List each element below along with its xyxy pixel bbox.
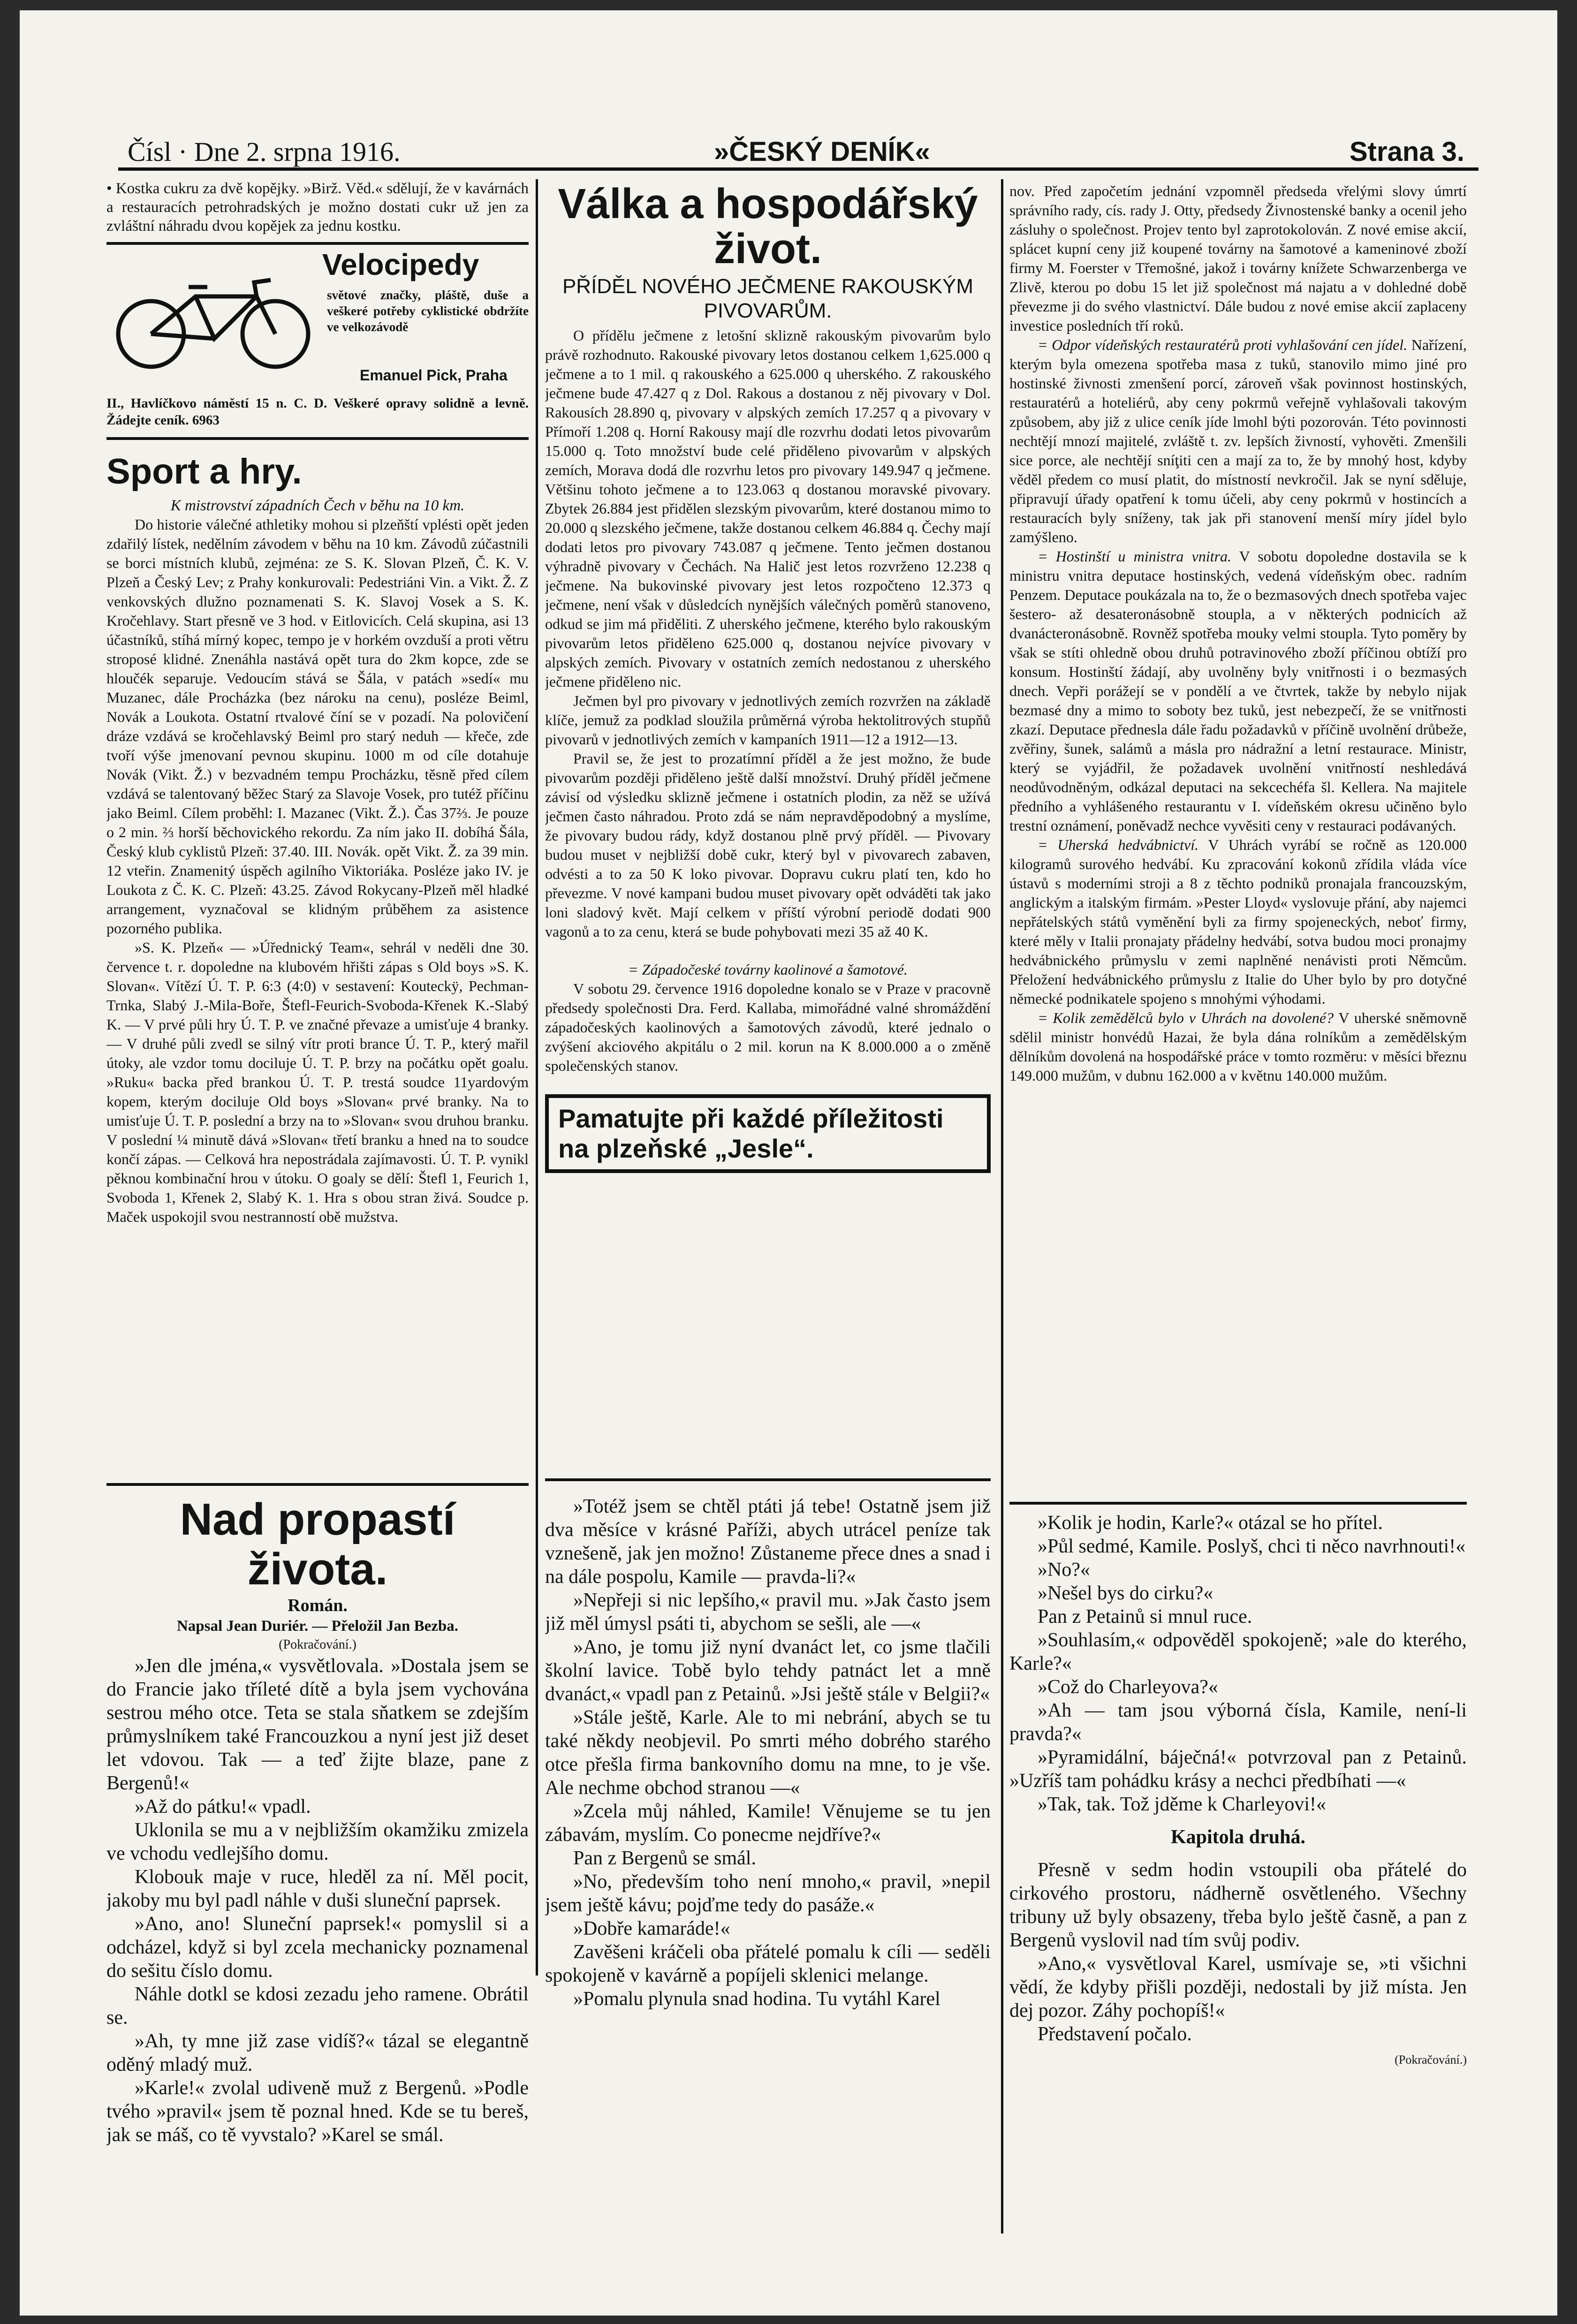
economy-subhead: PŘÍDĚL NOVÉHO JEČMENE RAKOUSKÝM PIVOVARŮM. bbox=[562, 275, 974, 322]
economy-headline: Válka a hospodářský život. bbox=[558, 182, 978, 273]
ad-address: II., Havlíčkovo náměstí 15 n. C. D. Veškeré opravy solidně a levně. Žádejte ceník. 6963 bbox=[106, 396, 529, 428]
novel-top-rule-3 bbox=[545, 1478, 991, 1481]
novel-column-3 bbox=[1009, 1511, 1467, 2262]
sport-article: Do historie válečné athletiky mohou si plzeňští vplésti opět jeden zdařilý lístek, nedělním závodem v běhu na 10 km. Závodů zúčastnili se borci místních klubů, zejména: ze S. K. Slovan Plzeň, Č. K. V. Plzeň a Český Lev; z Prahy konkurovali: Pedestriáni Vin. a Vikt. Ž. Z venkovských dlužno poznamenati S. K. Slavoj Vosek a S. K. Kročehlavy. Start přesně ve 3 hod. v Eitlovicích. Celá skupina, asi 13 účastníků, stíhá mírný kopec, tempo je v horkém ovzduší a proti větru stroposé klidné. Znenáhla nastává opět tura do 2km kopce, zde se hloučék separuje. Vedoucím stává se Šála, v patách »sedí« mu Muzanec, dále Procházka (bez nároku na cenu), posléze Beiml, Novák a Loukota. Ostatní rtvalové číní se v pozadí. Na polovičení dráze vzdává se kročehlavský Beiml pro starý neduh — křeče, zde tvoří výše jmenovaní pevnou skupinu. 1000 m od cíle dotahuje Novák (Vikt. Ž.) v bezvadném tempu Procházku, těsně před cílem vzdává se talentovaný běžec Starý za Slavoje Vosek, pro tutéž příčinu jako Beiml. Cílem proběhl: I. Mazanec (Vikt. Ž.). Čas 37⅔. Je pouze o 2 min. ⅔ horší běchovického rekordu. Za ním jako II. dobíhá Šála, Český klub cyklistů Plzeň: 37.40. III. Novák. opět Vikt. Ž. za 39 min. 12 vteřin. Znamenitý úspěch agilního Viktoriáka. Posléze jako IV. je Loukota z Č. K. C. Plzeň: 43.25. Závod Rokycany-Plzeň měl hladké arrangement, vyznačoval se klidným průběhem za asistence pozorného publika. »S. K. Plzeň« — »Úřednický Team«, sehrál v neděli dne 30. července t. r. dopoledne na klubovém hřišti zápas s Old boys »S. K. Slovan«. Vítězí Ú. T. P. 6:3 (4:0) v sestavení: Kouteckÿ, Pechman-Trnka, Slabý J.-Mila-Boře, Štefl-Feurich-Svoboda-Křenek K.-Slabý K. — V prvé půli hry Ú. T. P. ve značné převaze a umisťuje 4 branky. — V druhé půli zvedl se silný vítr proti brance Ú. T. P., který mařil útoky, ale vzdor tomu dociluje Ú. T. P. brzy na počátku opět goalu. »Ruku« backa před brankou Ú. T. P. trestá soudce 11yardovým kopem, kterým dociluje Old boys »Slovan« prvé branky. Na to umisťuje Ú. T. P. poslední a brzy na to »Slovan« svou druhou branku. V poslední ¼ minutě dává »Slovan« třetí branku a hned na to soudce končí zápas. — Celková hra nepostrádala zajímavosti. Ú. T. P. vynikl pěknou kombinační hrou v útoku. O goaly se dělí: Štefl 1, Feurich 1, Svoboda 1, Křenek 2, Slabý K. 1. Hra s obou stran živá. Soudce p. Maček uspokojil svou nestranností obě mužstva. bbox=[106, 516, 529, 1225]
column-rule-1 bbox=[536, 179, 538, 1976]
page-number: Strana 3. bbox=[1350, 136, 1464, 167]
novel-genre: Román. bbox=[288, 1596, 348, 1615]
economy-article: O přídělu ječmene z letošní sklizně rakouským pivovarům bylo právě rozhodnuto. Rakouské pivovary letos dostanou celkem 1,625.000 q ječmene a to 1 mil. q rakouského a 625.000 q uherského. Z rakouského ječmene bude 47.427 q z Dol. Rakous a dostanou z něj pivovary v Dol. Rakousích 28.890 q, pivovary v alpských zemích 17.257 q a pivovary v Přímoří 1.208 q. Horní Rakousy mají dle rozvrhu dodati letos pivovarům 15.000 q. Toto množství bude celé přiděleno pivovarům v alpských zemích, Morava dodá dle rozvrhu letos pro pivovary 149.947 q ječmene. Většinu tohoto ječmene a to 123.063 q dostanou moravské pivovary. Zbytek 26.884 jest přidělen slezským pivovarům, které dostanou mimo to 20.000 q slezského ječmene, takže dostanou celkem 46.884 q. Čechy mají dodati letos pro pivovary 743.087 q ječmene. Tento ječmen dostanou výhradně pivovary v Čechách. Na Halič jest letos rozvrženo 12.238 q ječmene. Na bukovinské pivovary jest letos rozpočteno 12.373 q ječmene, není však v důsledcích nynějších válečných poměrů stanoveno, odkud se jim má přiděliti. Z uherského ječmene, kterého bylo rakouským pivovarům letos přiděleno 625.000 q, dostanou nejvíce pivovary v alpských zemích. Pivovary v ostatních zemích nedostanou z uherského ječmene přiděleno nic. Ječmen byl pro pivovary v jednotlivých zemích rozvržen na základě klíče, jemuž za podklad sloužila průměrná výroba hektolitrových stupňů pivovarů v jednotlivých zemích v kampaních 1911—12 a 1912—13. Pravil se, že jest to prozatímní příděl a že jest možno, že bude pivovarům později přiděleno ještě další množství. Druhý příděl ječmene závisí od výsledku sklizně ječmene i ostatních plodin, za něž se užívá ječmen často náhradou. Proto zdá se nám nepravděpodobný a myslíme, že pivovary budou rády, když dostanou plně prvý příděl. — Pivovary budou muset v nejbližší době cukr, který byl v pivovarech zabaven, odvésti a to za 50 K loko pivovar. Dopravu cukru platí ten, kdo ho převezme. V nové kampani budou muset pivovary opět odváděti tak jako loni sladový květ. Mají celkem v příští výrobní periodě dodati 900 vagonů a to za cenu, která se bude pohybovati mezi 35 až 40 K. = Západočeské továrny kaolinové a šamotové. V sobotu 29. července 1916 dopoledne konalo se v Praze v pracovně předsedy společnosti Dra. Ferd. Kallaba, mimořádné valné shromáždění západočeských kaolinových a šamotových závodů, které jednalo o zvýšení akciového akpitálu o 2 mil. korun na K 8.000.000 a o změně společenských stanov. bbox=[545, 327, 991, 1074]
page-header bbox=[114, 128, 1483, 170]
novel-text-1: »Jen dle jména,« vysvětlovala. »Dostala jsem se do Francie jako tříleté dítě a byla jsem vychována sestrou mého otce. Teta se stala sňatkem se zdejším průmyslníkem také Francouzkou a nyní jest již deset let vdovou. Tak — a teď žijte blaze, pane z Bergenů!« »Až do pátku!« vpadl. Uklonila se mu a v nejbližším okamžiku zmizela ve vchodu vedlejšího domu. Klobouk maje v ruce, hleděl za ní. Měl pocit, jakoby mu byl padl náhle v duši sluneční paprsek. »Ano, ano! Sluneční paprsek!« pomyslil si a odcházel, když si byl zcela mechanicky poznamenal do sešitu číslo domu. Náhle dotkl se kdosi zezadu jeho ramene. Obrátil se. »Ah, ty mne již zase vidíš?« tázal se elegantně oděný mladý muž. »Karle!« zvolal udiveně muž z Bergenů. »Podle tvého »pravil« jsem tě poznal hned. Kde se tu bereš, jak se máš, co tě vyvstalo? »Karel se smál. bbox=[106, 1655, 529, 2146]
novel-text-3: »Kolik je hodin, Karle?« otázal se ho přítel. »Půl sedmé, Kamile. Poslyš, chci ti něco navrhnouti!« »No?« »Nešel bys do cirku?« Pan z Petainů si mnul ruce. »Souhlasím,« odpověděl spokojeně; »ale do kterého, Karle?« »Což do Charleyova?« »Ah — tam jsou výborná čísla, Kamile, není-li pravda?« »Pyramidální, báječná!« potvrzoval pan z Petainů. »Uzříš tam pohádku krásy a nechci předbíhati —« »Tak, tak. Tož jděme k Charleyovi!« Kapitola druhá. Přesně v sedm hodin vstoupili oba přátelé do cirkového prostoru, nádherně osvětleného. Všechny tribuny už byly obsazeny, třeba bylo ještě časně, a pan z Bergenů vyslovil nad tím svůj podiv. »Ano,« vysvětloval Karel, usmívaje se, »ti všichni vědí, že kdyby přišli později, nedostali by již místa. Jen dej pozor. Záhy pochopíš!« Představení počalo. bbox=[1009, 1512, 1467, 2045]
ad-title: Velocipedy bbox=[322, 248, 479, 281]
novel-end-continued: (Pokračování.) bbox=[1395, 2053, 1467, 2067]
newspaper-page bbox=[20, 10, 1557, 2316]
novel-title: Nad propastí života. bbox=[180, 1495, 455, 1594]
bicycle-icon bbox=[106, 268, 322, 371]
economy-article-continued: nov. Před započetím jednání vzpomněl předseda vřelými slovy úmrtí správního rady, cís. rady J. Otty, předsedy Živnostenské banky a ocenil jeho zásluhy o společnost. Projev tento byl zaprotokolován. Z nové emise akcií, splácet kupní ceny již koupené továrny na šamotové a kameninové zboží firmy M. Foerster v Třemošné, jakož i továrny knížete Schwarzenberga ve Zlivě, kterou po dobu 15 let již společnost má najatu a v dohledné době převezme ji do svého vlastnictví. Dále budou z nové emise akcií zaplaceny investice posledních tří roků. = Odpor vídeňských restauratérů proti vyhlašování cen jídel. Nařízení, kterým byla omezena spotřeba masa z tuků, stanovilo mimo jiné pro hostinské živnosti zmenšení porcí, zároveň však povinnost hostinských, restauratérů a hoteliérů, aby ceny pokrmů veřejně vyhlašovali takovým způsobem, aby již z ulice ceník jíde lmohl býti pozorován. Této povinnosti nechtějí mnozí majitelé, zvláště t. zv. lepších živností, vyhověti. Zmenšili sice porce, ale nechtějí sníţiti cen a mají za to, že by mnohý host, kdyby věděl předem co musí platit, do místností nevkročil. Jak se nyní sděluje, připravují úřady opatření k tomu účeli, aby ceny pokrmů v hostincích a restauracích byly sníženy, tak jak při stanovení menší míry jídel bylo zamýšleno. = Hostinští u ministra vnitra. V sobotu dopoledne dostavila se k ministru vnitra deputace hostinských, vedená vídeňským obec. radním Penzem. Deputace poukázala na to, že o bezmasových dnech spotřeba vajec šestero- až desateronásobně stoupla, a v některých podnicích až dvanácteronásobně. Rovněž spotřeba mouky velmi stoupla. Tyto poměry by však se stíti ohledně obou druhů potravinového zboží příčinou obtíží pro konsum. Hostinští žádají, aby uvolněny byly vnitřnosti i o bezmasých dnech. Vepři porážejí se v pondělí a ve čtvrtek, takže by nebylo nijak bezmasé dny a mimo to soboty bez tuků, jest nebezpečí, že se vnitřnosti zkazí. Deputace přednesla dále řadu požadavků v příčině uvolnění drůbeže, zvěřiny, šunek, salámů a másla pro nádražní a letní restaurace. Ministr, který se vyjádřil, že požadavek uvolnění vnitřností neshledává neodůvodněným, odkázal deputaci na sekcechéfa šl. Kellera. Na majitele předního a vyhlášeného restaurantu v I. vídeňském okresu učiněno bylo trestní oznámení, poněvadž nechce vyvěsiti ceny v restauraci podávaných. = Uherská hedvábnictví. V Uhrách vyrábí se ročně as 120.000 kilogramů surového hedvábí. Ku zpracování kokonů zřídila vláda více ústavů s moderními stroji a 8 z těchto podniků pronajala francouzským, anglickým a italským firmám. »Pester Lloyd« vyslovuje přání, aby najemci nepřátelských států vyměnění byli za firmy spojeneckých, neboť firmy, které měly v Italii pronajaty přádelny hedvábí, sotva budou moci pronajmy hedvábnického průmyslu v zemi naplněné nenávisti proti Němcům. Přeložení hedvábnického průmyslu z Italie do Uher bylo by pro dotyčné německé podnikatele spojeno s mnohými výhodami. = Kolik zemědělců bylo v Uhrách na dovolené? V uherské sněmovně sdělil ministr honvédů Hazai, že byla dána rolníkům a zemědělským dělníkům dovolená na hospodářské práce v tomto rozměru: v měsíci březnu 149.000 mužům, v dubnu 162.000 a v květnu 140.000 mužům. bbox=[1009, 182, 1467, 1084]
divider bbox=[106, 437, 529, 440]
novel-byline: Napsal Jean Duriér. — Přeložil Jan Bezba. bbox=[176, 1618, 459, 1635]
sport-subtitle: K mistrovství západních Čech v běhu na 10 km. bbox=[170, 497, 465, 514]
newspaper-title: »ČESKÝ DENÍK« bbox=[714, 136, 930, 167]
jesle-ad: Pamatujte při každé příležitosti na plzeňské „Jesle“. bbox=[545, 1094, 991, 1173]
column-1 bbox=[106, 179, 529, 1474]
sugar-note: • Kostka cukru za dvě kopějky. »Birž. Věd.« sdělují, že v kavárnách a restauracích petrohradských je možno dostati cukr už jen za zvláštní náhradu dvou kopějek za jednu kostku. bbox=[106, 180, 529, 235]
novel-column-1 bbox=[106, 1495, 529, 2255]
column-rule-2 bbox=[1001, 179, 1003, 2233]
column-3 bbox=[1009, 182, 1467, 1518]
ad-firm: Emanuel Pick, Praha bbox=[360, 367, 508, 384]
divider bbox=[106, 242, 529, 245]
novel-column-2 bbox=[545, 1495, 991, 2255]
novel-top-rule-2 bbox=[1009, 1502, 1467, 1505]
novel-continued: (Pokračování.) bbox=[279, 1637, 356, 1652]
novel-top-rule bbox=[106, 1483, 529, 1486]
novel-text-2: »Totéž jsem se chtěl ptáti já tebe! Ostatně jsem již dva měsíce v krásné Paříži, abych utrácel peníze tak vznešeně, jak jen možno! Zůstaneme přece dnes a snad i na dále pospolu, Kamile — pravda-li?« »Nepřeji si nic lepšího,« pravil mu. »Jak často jsem již měl úmysl psáti ti, abychom se sešli, ale —« »Ano, je tomu již nyní dvanáct let, co jsme tlačili školní lavice. Tobě bylo tehdy patnáct let a mně dvanáct,« vpadl pan z Petainů. »Jsi ještě stále v Belgii?« »Stále ještě, Karle. Ale to mi nebrání, abych se tu také někdy neobjevil. Po smrti mého dobrého starého otce přešla firma bankovního domu na mne, to je vše. Ale nechme obchod stranou —« »Zcela můj náhled, Kamile! Věnujeme se tu jen zábavám, myslím. Co ponecme nejdříve?« Pan z Bergenů se smál. »No, především toho není mnoho,« pravil, »nepil jsem ještě kávu; pojďme tedy do pasáže.« »Dobře kamaráde!« Zavěšeni kráčeli oba přátelé pomalu k cíli — seděli spokojeně v kavárně a popíjeli sklenici melange. »Pomalu plynula snad hodina. Tu vytáhl Karel bbox=[545, 1496, 991, 2010]
header-rule bbox=[118, 167, 1478, 171]
ad-text: světové značky, pláště, duše a veškeré potřeby cyklistické obdržíte ve velkozávodě bbox=[327, 288, 529, 334]
bicycle-ad bbox=[106, 250, 529, 395]
issue-date: Čísl · Dne 2. srpna 1916. bbox=[128, 136, 401, 167]
chapter-title: Kapitola druhá. bbox=[1170, 1826, 1306, 1848]
sport-title: Sport a hry. bbox=[106, 452, 302, 492]
